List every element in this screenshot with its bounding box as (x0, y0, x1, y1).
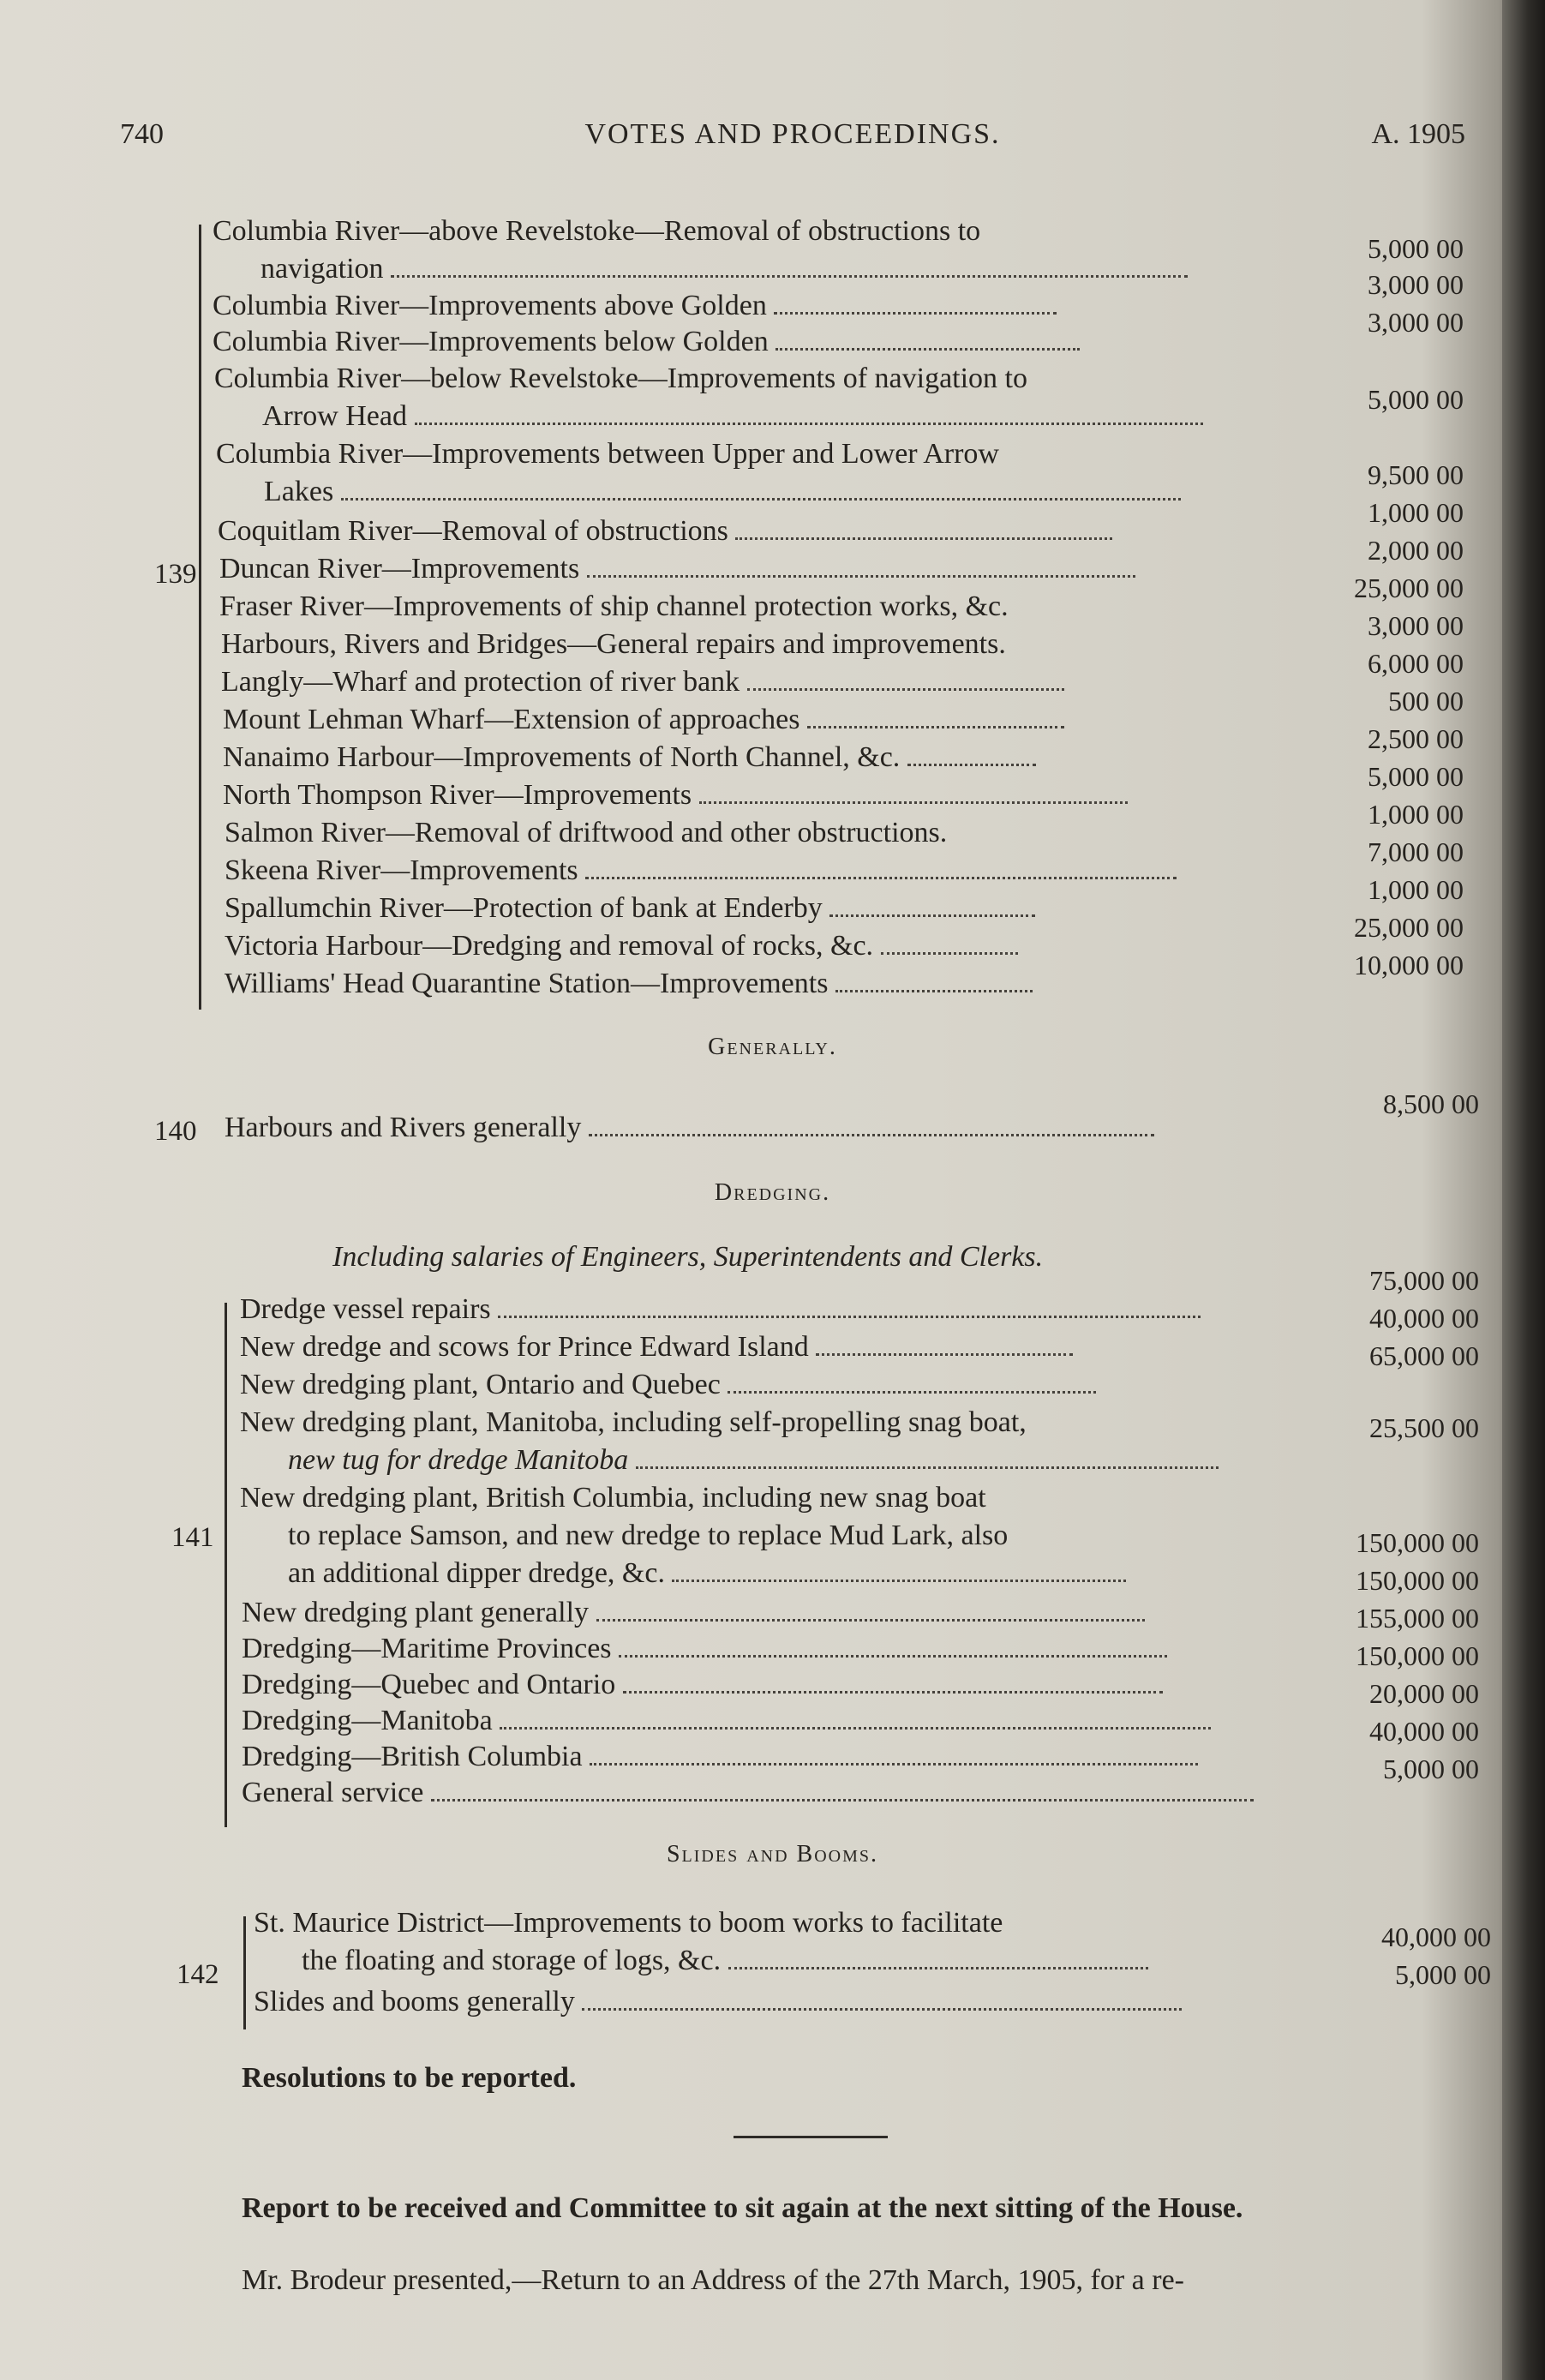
page-header (120, 118, 1465, 170)
group-number: 141 (171, 1522, 214, 1553)
list-item: Dredge vessel repairs (240, 1291, 1201, 1328)
list-item: Dredging—Maritime Provinces (242, 1630, 1167, 1668)
group-139-brace (199, 225, 201, 1010)
list-item: Columbia River—Improvements below Golden (213, 323, 1080, 361)
section-heading-dredging: Dredging. (714, 1179, 831, 1206)
group-142-brace (243, 1916, 246, 2029)
amount: 25,000 00 (1354, 573, 1464, 603)
amount: 25,500 00 (1369, 1412, 1479, 1443)
amount: 1,000 00 (1368, 799, 1464, 830)
amount: 5,000 00 (1368, 384, 1464, 415)
list-item: Langly—Wharf and protection of river bank (221, 663, 1064, 701)
amount: 5,000 00 (1368, 233, 1464, 264)
list-item: North Thompson River—Improvements (223, 776, 1128, 814)
amount: 500 00 (1388, 686, 1464, 716)
list-item: Williams' Head Quarantine Station—Improvements (225, 965, 1033, 1003)
amount: 150,000 00 (1356, 1640, 1479, 1671)
section-subheading: Including salaries of Engineers, Superintendents and Clerks. (332, 1241, 1044, 1273)
list-item: Salmon River—Removal of driftwood and other obstructions. (225, 817, 948, 848)
amount: 3,000 00 (1368, 269, 1464, 300)
group-number: 139 (154, 559, 197, 590)
section-divider (734, 2136, 888, 2138)
page-number: 740 (120, 118, 164, 150)
amount: 10,000 00 (1354, 950, 1464, 980)
amount: 8,500 00 (1383, 1088, 1479, 1119)
group-141-brace (225, 1303, 227, 1827)
list-item: Dredging—Quebec and Ontario (242, 1666, 1163, 1704)
list-item: Nanaimo Harbour—Improvements of North Channel, &c. (223, 739, 1036, 776)
amount: 20,000 00 (1369, 1678, 1479, 1709)
amount: 25,000 00 (1354, 912, 1464, 943)
list-item: Mount Lehman Wharf—Extension of approaches (223, 701, 1064, 739)
resolutions-note: Resolutions to be reported. (242, 2062, 577, 2094)
amount: 150,000 00 (1356, 1527, 1479, 1558)
brodeur-paragraph: Mr. Brodeur presented,—Return to an Address of the 27th March, 1905, for a re- (242, 2264, 1185, 2296)
amount: 5,000 00 (1368, 761, 1464, 792)
list-item: General service (242, 1774, 1254, 1812)
amount: 75,000 00 (1369, 1265, 1479, 1296)
section-heading-generally: Generally. (708, 1034, 837, 1060)
amount: 40,000 00 (1369, 1716, 1479, 1747)
amount: 1,000 00 (1368, 497, 1464, 528)
report-paragraph: Report to be received and Committee to sit again at the next sitting of the House. (242, 2192, 1243, 2224)
list-item: Skeena River—Improvements (225, 852, 1177, 890)
section-heading-slides-and-booms: Slides and Booms. (666, 1841, 879, 1867)
list-item: Dredging—Manitoba (242, 1702, 1211, 1740)
list-item: Harbours and Rivers generally (225, 1109, 1154, 1147)
amount: 6,000 00 (1368, 648, 1464, 679)
list-item: Columbia River—Improvements between Upper and Lower Arrow Lakes (216, 435, 1181, 511)
list-item: Victoria Harbour—Dredging and removal of rocks, &c. (225, 927, 1018, 965)
amount: 1,000 00 (1368, 874, 1464, 905)
list-item: St. Maurice District—Improvements to boom works to facilitate the floating and storage of logs, &c. (254, 1904, 1148, 1980)
list-item: New dredging plant, British Columbia, including new snag boat to replace Samson, and new dredge to replace Mud Lark, also an additional dipper dredge, &c. (240, 1479, 1126, 1592)
list-item: New dredging plant, Ontario and Quebec (240, 1366, 1096, 1404)
list-item: New dredging plant, Manitoba, including self-propelling snag boat, new tug for dredge Manitoba (240, 1404, 1219, 1479)
amount: 2,000 00 (1368, 535, 1464, 566)
list-item: Harbours, Rivers and Bridges—General repairs and improvements. (221, 628, 1006, 660)
list-item: Dredging—British Columbia (242, 1738, 1198, 1776)
list-item: Columbia River—below Revelstoke—Improvements of navigation to Arrow Head (214, 360, 1203, 435)
amount: 155,000 00 (1356, 1603, 1479, 1634)
session-year: A. 1905 (1371, 118, 1465, 150)
amount: 150,000 00 (1356, 1565, 1479, 1596)
list-item: New dredging plant generally (242, 1594, 1145, 1632)
group-number: 142 (177, 1959, 219, 1990)
list-item: Duncan River—Improvements (219, 550, 1135, 588)
amount: 65,000 00 (1369, 1340, 1479, 1371)
list-item: New dredge and scows for Prince Edward Island (240, 1328, 1073, 1366)
running-title: VOTES AND PROCEEDINGS. (584, 118, 1001, 150)
group-number: 140 (154, 1116, 197, 1147)
amount: 2,500 00 (1368, 723, 1464, 754)
list-item: Columbia River—above Revelstoke—Removal of obstructions to navigation (213, 213, 1188, 288)
amount: 5,000 00 (1395, 1959, 1491, 1990)
list-item: Fraser River—Improvements of ship channel protection works, &c. (219, 591, 1009, 622)
amount: 40,000 00 (1381, 1921, 1491, 1952)
amount: 7,000 00 (1368, 836, 1464, 867)
amount: 9,500 00 (1368, 459, 1464, 490)
amount: 40,000 00 (1369, 1303, 1479, 1334)
list-item: Columbia River—Improvements above Golden (213, 287, 1057, 325)
list-item: Slides and booms generally (254, 1983, 1182, 2021)
amount: 3,000 00 (1368, 307, 1464, 338)
list-item: Spallumchin River—Protection of bank at Enderby (225, 890, 1035, 927)
list-item: Coquitlam River—Removal of obstructions (218, 513, 1112, 550)
amount: 3,000 00 (1368, 610, 1464, 641)
amount: 5,000 00 (1383, 1754, 1479, 1784)
